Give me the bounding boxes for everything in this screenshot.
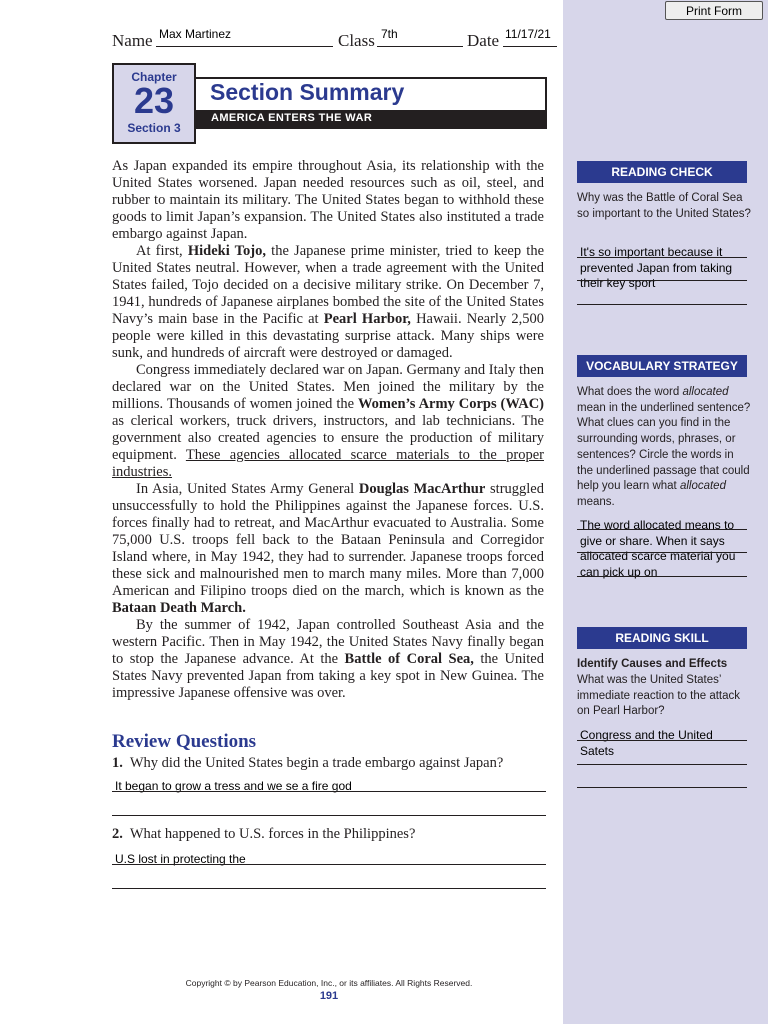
answer-line [112,888,546,889]
key-term-douglas-macarthur: Douglas MacArthur [358,481,486,497]
answer-line [577,787,747,788]
reading-check-heading: READING CHECK [577,161,747,183]
name-field-line [156,46,333,47]
answer-line [112,864,546,865]
text-run: the United States Navy prevented Japan from taking a key spot in New Guinea. The impressive Japanese offensive was over. [112,651,544,701]
text-run: mean in the underlined sentence? What clues can you find in the surrounding words, phrases, or sentences? Circle the words in the underlined passage that could help you learn what [577,401,751,493]
chapter-number: 23 [133,80,175,121]
answer-line [577,529,747,530]
paragraph-1: As Japan expanded its empire throughout Asia, its relationship with the United States worsened. Japan needed resources such as oil, steel, and rubber to maintain its military. The United States began to withhold these goods to limit Japan’s expansion. The United States also instituted a trade embargo against Japan. [112,158,544,242]
class-field-line [377,46,463,47]
sidebar-panel [563,0,768,1024]
paragraph-3 [112,362,544,481]
text-run: At first, [136,243,188,259]
answer-line [577,740,747,741]
class-label: Class [338,31,375,50]
answer-line [577,764,747,765]
text-run: Congress immediately declared war on Japan. Germany and Italy then declared war on the United States. Men joined the military by the millions. Thousands of women joined the [112,362,544,412]
text-run: Hawaii. Nearly 2,500 people were killed in this devastating surprise attack. Many ships were sunk, and hundreds of aircraft were destroyed or damaged. [112,311,544,361]
vocab-word: allocated [682,386,729,398]
answer-2-field[interactable]: U.S lost in protecting the [115,852,246,866]
text-run: By the summer of 1942, Japan controlled Southeast Asia and the western Pacific. Then in May 1942, the United States Navy finally began to stop the Japanese advance. At the [112,617,544,667]
reading-check-prompt: Why was the Battle of Coral Sea so important to the United States? [577,192,751,220]
reading-skill-subheading: Identify Causes and Effects [577,658,728,670]
paragraph-5 [112,617,544,702]
chapter-label: Chapter [131,70,177,84]
page-subtitle: AMERICA ENTERS THE WAR [211,112,373,124]
chapter-badge [112,63,196,144]
answer-line [577,576,747,577]
answer-line [577,257,747,258]
vocabulary-strategy-heading: VOCABULARY STRATEGY [577,355,747,377]
copyright-notice: Copyright © by Pearson Education, Inc., or its affiliates. All Rights Reserved. [185,978,473,988]
name-label: Name [112,31,153,50]
text-run: as clerical workers, truck drivers, instructors, and lab technicians. The government also created agencies to ensure the production of military equipment. [112,413,544,463]
date-label: Date [467,31,500,50]
question-number: 1. [112,755,123,771]
page-number: 191 [319,990,339,1002]
reading-skill-prompt: What was the United States’ immediate reaction to the attack on Pearl Harbor? [577,674,740,718]
text-run: What does the word [577,386,683,398]
key-term-battle-of-coral-sea: Battle of Coral Sea, [344,651,474,667]
name-field[interactable]: Max Martinez [159,27,232,41]
section-label: Section 3 [127,121,181,135]
reading-check-answer-field[interactable]: It's so important because it prevented Japan from taking their key sport [580,245,733,290]
page-title: Section Summary [210,79,405,105]
review-questions-heading: Review Questions [112,731,257,752]
answer-line [577,304,747,305]
key-term-bataan-death-march: Bataan Death March. [112,600,246,616]
question-2 [112,826,415,843]
question-text: What happened to U.S. forces in the Philippines? [129,826,416,842]
section-summary-text [112,158,544,702]
text-run: means. [577,495,615,508]
reading-skill-heading: READING SKILL [577,627,747,649]
answer-line [112,815,546,816]
key-term-wac: Women’s Army Corps (WAC) [357,396,544,412]
text-run: In Asia, United States Army General [136,481,359,497]
class-field[interactable]: 7th [381,27,398,41]
text-run: the Japanese prime minister, tried to keep the United States neutral. However, when a trade agreement with the United States failed, Tojo decided on a decisive military strike. On December 7, 1941, hundreds of Japanese airplanes bombed the site of the United States Navy’s main base in the Pacific at [112,243,545,327]
print-form-button[interactable]: Print Form [665,1,763,20]
answer-line [577,280,747,281]
answer-1-field[interactable]: It began to grow a tress and we se a fire god [115,779,352,793]
vocabulary-strategy-prompt [577,385,751,511]
text-run: struggled unsuccessfully to hold the Philippines against the Japanese forces. U.S. forces finally had to retreat, and MacArthur evacuated to Australia. Some 75,000 U.S. troops fell back to the Bataan Peninsula and Corregidor Island where, in May 1942, they had to surrender. Japanese troops forced these sick and malnourished men to march many miles. More than 7,000 American and Filipino troops died on the march, which is known as the [112,481,544,599]
vocabulary-answer-field[interactable]: The word allocated means to give or share. When it says allocated scarce material you can pick up on [580,518,736,579]
underlined-sentence: These agencies allocated scarce materials to the proper industries. [112,447,544,480]
answer-line [577,552,747,553]
answer-line [112,791,546,792]
vocab-word: allocated [679,480,726,493]
question-1 [112,755,503,772]
question-number: 2. [112,826,123,842]
key-term-pearl-harbor: Pearl Harbor, [323,311,411,327]
paragraph-4 [112,481,544,617]
reading-skill-answer-field[interactable]: Congress and the United Satets [580,728,713,758]
paragraph-2 [112,243,544,362]
date-field[interactable]: 11/17/21 [505,27,551,41]
question-text: Why did the United States begin a trade embargo against Japan? [129,755,504,771]
key-term-hideki-tojo: Hideki Tojo, [187,243,266,259]
date-field-line [503,46,557,47]
